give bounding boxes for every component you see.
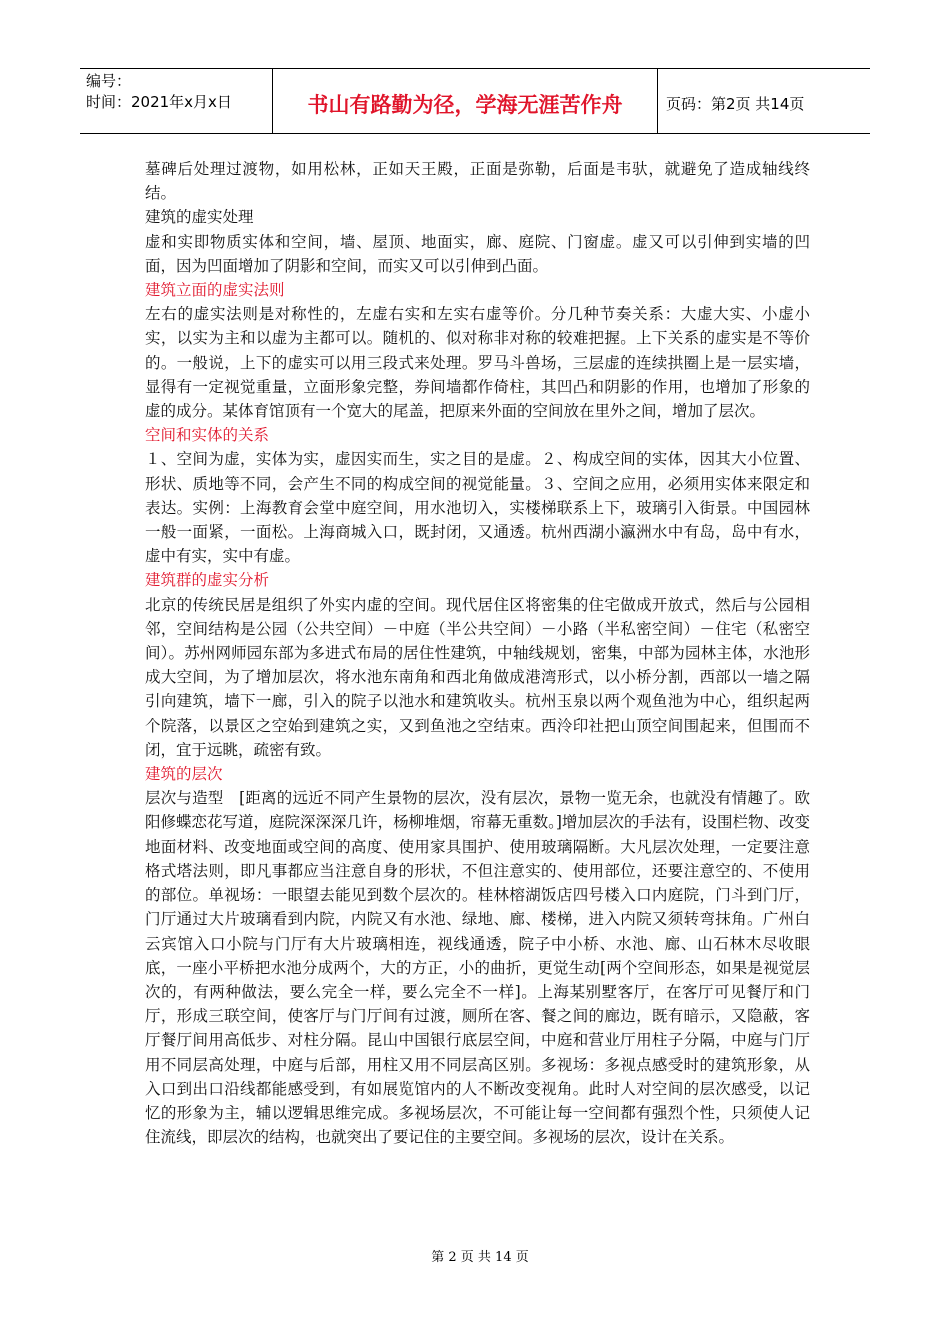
document-time-label: 时间：2021年x月x日 (86, 93, 232, 111)
paragraph: 层次与造型 [距离的远近不同产生景物的层次，没有层次，景物一览无余，也就没有情趣了。欧阳修蝶恋花写道，庭院深深深几许，杨柳堆烟，帘幕无重数。]增加层次的手法有，设围栏物、改变地面材料、改变地面或空间的高度、使用家具围护、使用玻璃隔断。大凡层次处理，一定要注意格式塔法则，即凡事都应当注意自身的形状，不但注意实的、使用部位，还要注意空的、不使用的部位。单视场：一眼望去能见到数个层次的。桂林榕湖饭店四号楼入口内庭院，门斗到门厅，门厅通过大片玻璃看到内院，内院又有水池、绿地、廊、楼梯，进入内院又须转弯抹角。广州白云宾馆入口小院与门厅有大片玻璃相连，视线通透，院子中小桥、水池、廊、山石林木尽收眼底，一座小平桥把水池分成两个，大的方正，小的曲折，更觉生动[两个空间形态，如果是视觉层次的，有两种做法，要么完全一样，要么完全不一样]。上海某别墅客厅，在客厅可见餐厅和门厅，形成三联空间，使客厅与门厅间有过渡，厕所在客、餐之间的廊边，既有暗示，又隐蔽，客厅餐厅间用高低步、对柱分隔。昆山中国银行底层空间，中庭和营业厅用柱子分隔，中庭与门厅用不同层高处理，中庭与后部，用柱又用不同层高区别。多视场：多视点感受时的建筑形象，从入口到出口沿线都能感受到，有如展览馆内的人不断改变视角。此时人对空间的层次感受，以记忆的形象为主，辅以逻辑思维完成。多视场层次，不可能让每一空间都有强烈个性，只须使人记住流线，即层次的结构，也就突出了要记住的主要空间。多视场的层次，设计在关系。 (145, 789, 810, 1147)
paragraph: 墓碑后处理过渡物，如用松林，正如天王殿，正面是弥勒，后面是韦驮，就避免了造成轴线终结。 (145, 160, 810, 203)
header-motto: 书山有路勤为径，学海无涯苦作舟 (273, 69, 658, 133)
header-page-info: 页码：第2页 共14页 (666, 94, 805, 113)
page-footer: 第 2 页 共 14 页 (431, 1250, 529, 1265)
document-body (145, 157, 810, 1149)
paragraph: 建筑的虚实处理 (145, 208, 254, 227)
header-meta-cell (80, 69, 273, 133)
section-heading: 空间和实体的关系 (145, 426, 270, 445)
paragraph: 虚和实即物质实体和空间，墙、屋顶、地面实，廊、庭院、门窗虚。虚又可以引伸到实墙的凹面，因为凹面增加了阴影和空间，而实又可以引伸到凸面。 (145, 232, 810, 275)
section-heading: 建筑群的虚实分析 (145, 571, 270, 590)
section-heading: 建筑立面的虚实法则 (145, 281, 285, 300)
section-heading: 建筑的层次 (145, 765, 223, 784)
paragraph: 北京的传统民居是组织了外实内虚的空间。现代居住区将密集的住宅做成开放式，然后与公园相邻，空间结构是公园（公共空间）－中庭（半公共空间）－小路（半私密空间）－住宅（私密空间）。苏州网师园东部为多进式布局的居住性建筑，中轴线规划，密集，中部为园林主体，水池形成大空间，为了增加层次，将水池东南角和西北角做成港湾形式，以小桥分割，西部以一墙之隔引向建筑，墙下一廊，引入的院子以池水和建筑收头。杭州玉泉以两个观鱼池为中心，组织起两个院落，以景区之空始到建筑之实，又到鱼池之空结束。西泠印社把山顶空间围起来，但围而不闭，宜于远眺，疏密有致。 (145, 595, 810, 759)
page-header (80, 68, 870, 134)
document-number-label: 编号： (86, 72, 132, 90)
paragraph: １、空间为虚，实体为实，虚因实而生，实之目的是虚。２、构成空间的实体，因其大小位置、形状、质地等不同，会产生不同的构成空间的视觉能量。３、空间之应用，必须用实体来限定和表达。实例：上海教育会堂中庭空间，用水池切入，实楼梯联系上下，玻璃引入街景。中国园林一般一面紧，一面松。上海商城入口，既封闭，又通透。杭州西湖小瀛洲水中有岛，岛中有水，虚中有实，实中有虚。 (145, 450, 810, 566)
paragraph: 左右的虚实法则是对称性的，左虚右实和左实右虚等价。分几种节奏关系：大虚大实、小虚小实，以实为主和以虚为主都可以。随机的、似对称非对称的较难把握。上下关系的虚实是不等价的。一般说，上下的虚实可以用三段式来处理。罗马斗兽场，三层虚的连续拱圈上是一层实墙，显得有一定视觉重量，立面形象完整，券间墙都作倚柱，其凹凸和阴影的作用，也增加了形象的虚的成分。某体育馆顶有一个宽大的尾盖，把原来外面的空间放在里外之间，增加了层次。 (145, 305, 810, 421)
